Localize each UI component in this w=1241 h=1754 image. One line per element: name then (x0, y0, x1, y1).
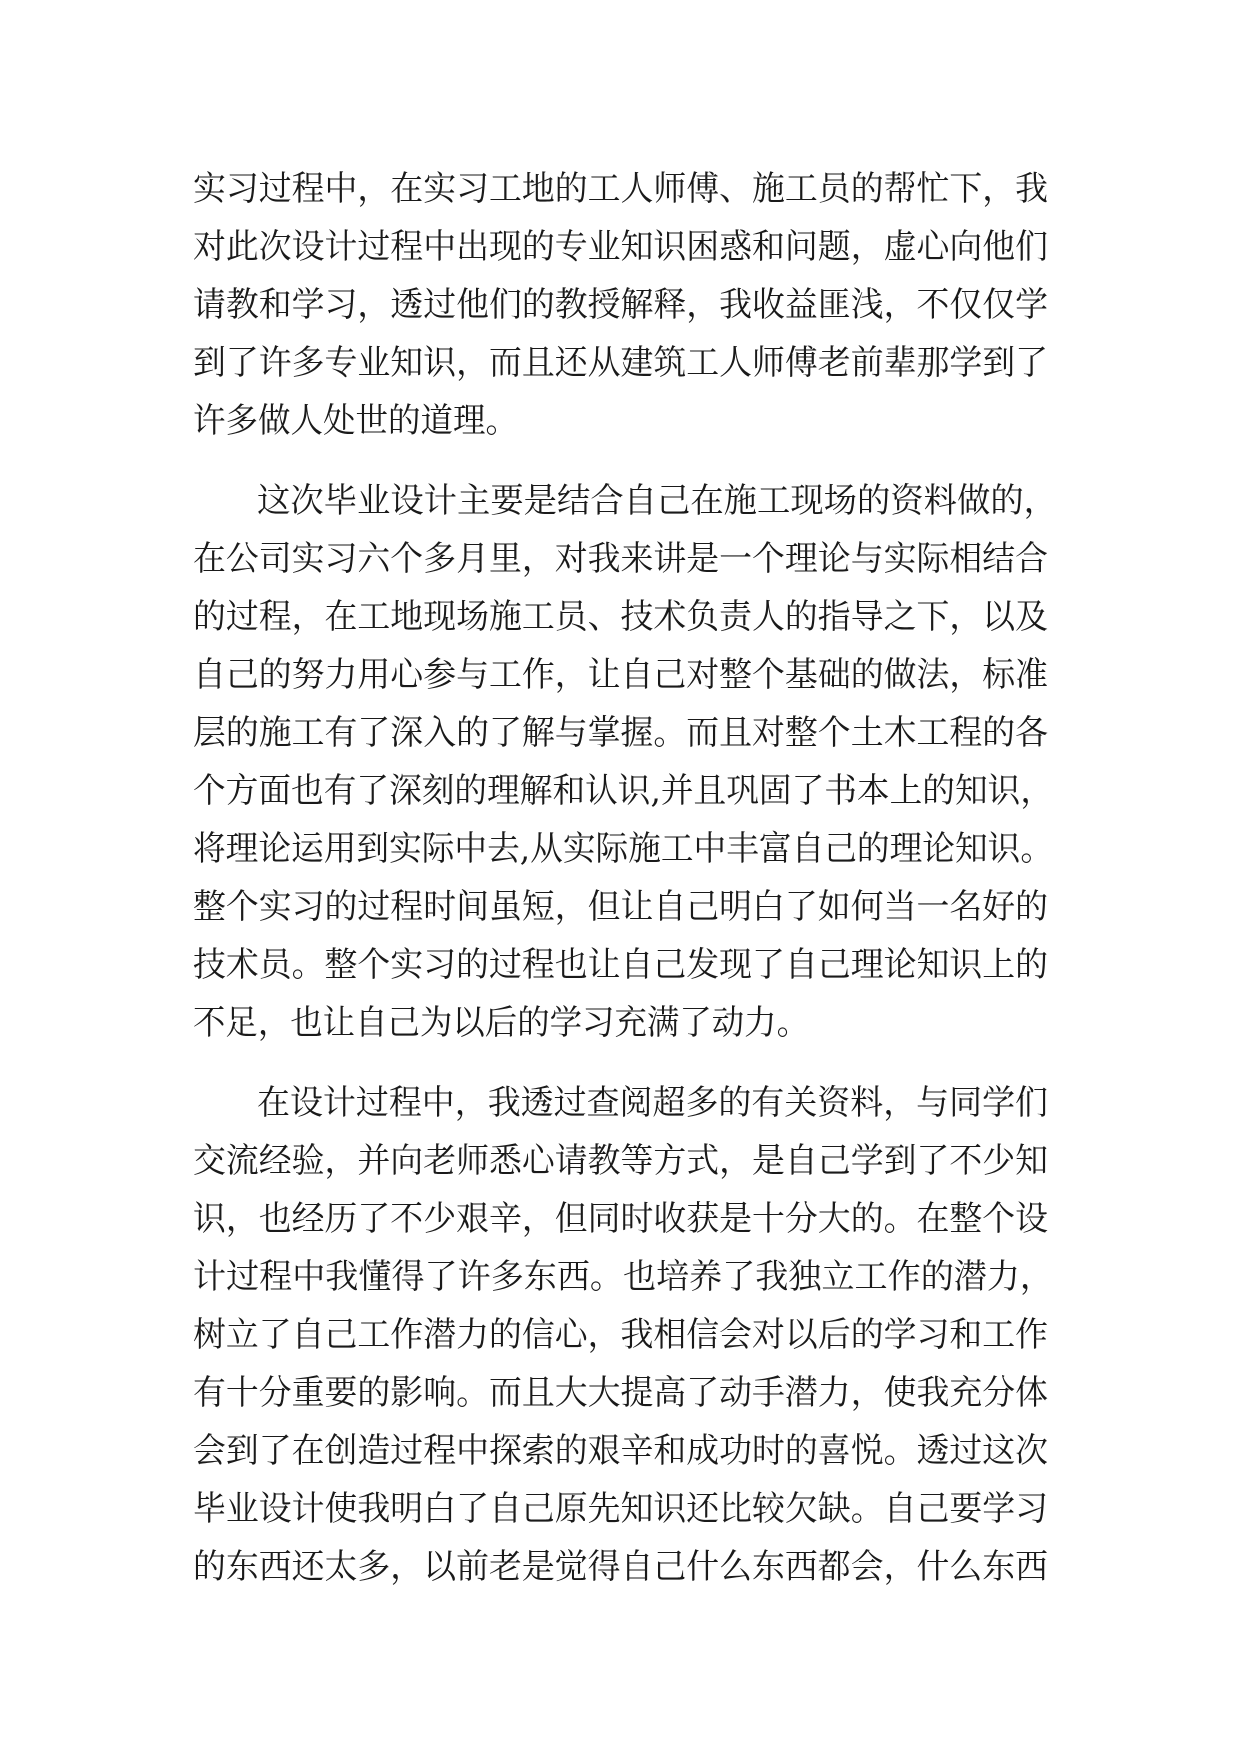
text-line: 对此次设计过程中出现的专业知识困惑和问题，虚心向他们 (193, 227, 1048, 267)
text-line: 树立了自己工作潜力的信心，我相信会对以后的学习和工作 (193, 1315, 1048, 1355)
text-line: 交流经验，并向老师悉心请教等方式，是自己学到了不少知 (193, 1141, 1048, 1181)
text-line: 这次毕业设计主要是结合自己在施工现场的资料做的， (257, 481, 1057, 521)
text-line: 的东西还太多，以前老是觉得自己什么东西都会，什么东西 (193, 1547, 1048, 1587)
text-line: 整个实习的过程时间虽短，但让自己明白了如何当一名好的 (193, 887, 1048, 927)
text-line: 毕业设计使我明白了自己原先知识还比较欠缺。自己要学习 (193, 1489, 1048, 1529)
text-line: 会到了在创造过程中探索的艰辛和成功时的喜悦。透过这次 (193, 1431, 1048, 1471)
text-line: 在设计过程中，我透过查阅超多的有关资料，与同学们 (257, 1083, 1048, 1123)
text-line: 的过程，在工地现场施工员、技术负责人的指导之下，以及 (193, 597, 1048, 637)
text-line: 不足，也让自己为以后的学习充满了动力。 (193, 1003, 809, 1043)
text-line: 将理论运用到实际中去,从实际施工中丰富自己的理论知识。 (193, 829, 1053, 869)
text-line: 层的施工有了深入的了解与掌握。而且对整个土木工程的各 (193, 713, 1048, 753)
text-line: 请教和学习，透过他们的教授解释，我收益匪浅，不仅仅学 (193, 285, 1048, 325)
text-line: 自己的努力用心参与工作，让自己对整个基础的做法，标准 (193, 655, 1048, 695)
text-line: 个方面也有了深刻的理解和认识,并且巩固了书本上的知识， (193, 771, 1053, 811)
text-line: 许多做人处世的道理。 (193, 401, 518, 441)
text-line: 到了许多专业知识，而且还从建筑工人师傅老前辈那学到了 (193, 343, 1048, 383)
text-line: 技术员。整个实习的过程也让自己发现了自己理论知识上的 (193, 945, 1048, 985)
text-line: 实习过程中，在实习工地的工人师傅、施工员的帮忙下，我 (193, 169, 1048, 209)
text-line: 在公司实习六个多月里，对我来讲是一个理论与实际相结合 (193, 539, 1048, 579)
text-line: 识，也经历了不少艰辛，但同时收获是十分大的。在整个设 (193, 1199, 1048, 1239)
text-line: 有十分重要的影响。而且大大提高了动手潜力，使我充分体 (193, 1373, 1048, 1413)
text-line: 计过程中我懂得了许多东西。也培养了我独立工作的潜力， (193, 1257, 1053, 1297)
